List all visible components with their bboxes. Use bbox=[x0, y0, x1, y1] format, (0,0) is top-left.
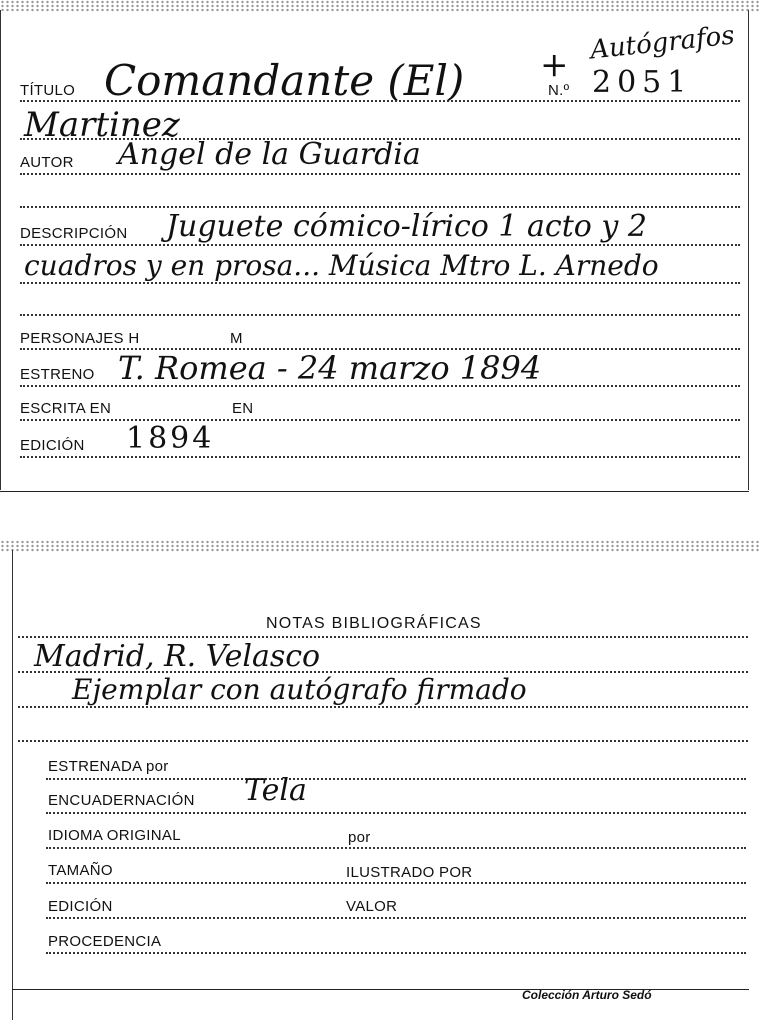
card-bottom-edge bbox=[0, 491, 749, 492]
encuadernacion-label: ENCUADERNACIÓN bbox=[48, 792, 195, 809]
estreno-value: T. Romea - 24 marzo 1894 bbox=[118, 349, 542, 387]
descripcion-label: DESCRIPCIÓN bbox=[20, 225, 128, 242]
encuadernacion-value: Tela bbox=[244, 773, 307, 808]
plus-mark: + bbox=[540, 45, 569, 85]
notas-line-0 bbox=[18, 636, 748, 638]
idioma-line bbox=[46, 847, 746, 849]
notas-heading: NOTAS BIBLIOGRÁFICAS bbox=[266, 615, 482, 632]
estrenada-label: ESTRENADA por bbox=[48, 758, 169, 775]
coleccion-footer: Colección Arturo Sedó bbox=[522, 988, 652, 1002]
descripcion-line1: Juguete cómico-lírico 1 acto y 2 bbox=[166, 209, 647, 244]
escrita-en-label: ESCRITA EN bbox=[20, 400, 112, 417]
edicion-value: 1894 bbox=[126, 421, 215, 456]
descripcion-line-rule2 bbox=[20, 282, 740, 284]
edicion-label: EDICIÓN bbox=[20, 437, 85, 454]
notes-line1: Madrid, R. Velasco bbox=[34, 639, 321, 674]
estrenada-line bbox=[46, 778, 746, 780]
notas-line-2 bbox=[18, 706, 748, 708]
tamano-line bbox=[46, 882, 746, 884]
autor-surname: Martinez bbox=[24, 105, 180, 145]
catalog-card-back bbox=[0, 540, 759, 1028]
personajes-label: PERSONAJES H bbox=[20, 330, 140, 347]
idioma-label: IDIOMA ORIGINAL bbox=[48, 827, 181, 844]
tamano-label: TAMAÑO bbox=[48, 862, 113, 879]
en-label: EN bbox=[232, 400, 254, 417]
card-left-border bbox=[0, 10, 1, 490]
estreno-line bbox=[20, 385, 740, 387]
encuadernacion-line bbox=[46, 812, 746, 814]
card-right-border bbox=[748, 10, 749, 490]
card-top-edge bbox=[0, 0, 759, 12]
edicion-back-label: EDICIÓN bbox=[48, 898, 113, 915]
numero-label: N.º bbox=[548, 82, 570, 99]
descripcion-line2: cuadros y en prosa... Música Mtro L. Arnedo bbox=[24, 249, 659, 282]
personajes-m-label: M bbox=[230, 330, 243, 347]
ilustrado-label: ILUSTRADO POR bbox=[346, 864, 473, 881]
edicion-line bbox=[20, 456, 740, 458]
edicion-back-line bbox=[46, 917, 746, 919]
procedencia-line bbox=[46, 952, 746, 954]
catalog-card-front bbox=[0, 0, 759, 500]
card-top-edge bbox=[0, 540, 759, 552]
valor-label: VALOR bbox=[346, 898, 398, 915]
titulo-value: Comandante (El) bbox=[104, 56, 465, 105]
titulo-label: TÍTULO bbox=[20, 82, 76, 99]
autor-label: AUTOR bbox=[20, 154, 74, 171]
procedencia-label: PROCEDENCIA bbox=[48, 933, 162, 950]
notas-line-3 bbox=[18, 740, 748, 742]
autor-line bbox=[20, 173, 740, 175]
estreno-label: ESTRENO bbox=[20, 366, 95, 383]
blank-line-1 bbox=[20, 206, 740, 208]
por-label: por bbox=[348, 829, 371, 846]
card-left-border bbox=[12, 550, 13, 1020]
notes-line2: Ejemplar con autógrafo firmado bbox=[72, 673, 527, 706]
autografos-note: Autógrafos bbox=[588, 20, 736, 66]
titulo-line bbox=[20, 100, 740, 102]
blank-line-2 bbox=[20, 314, 740, 316]
descripcion-line-rule1 bbox=[20, 244, 740, 246]
numero-value: 2051 bbox=[592, 65, 693, 100]
autor-value: Angel de la Guardia bbox=[118, 137, 421, 172]
